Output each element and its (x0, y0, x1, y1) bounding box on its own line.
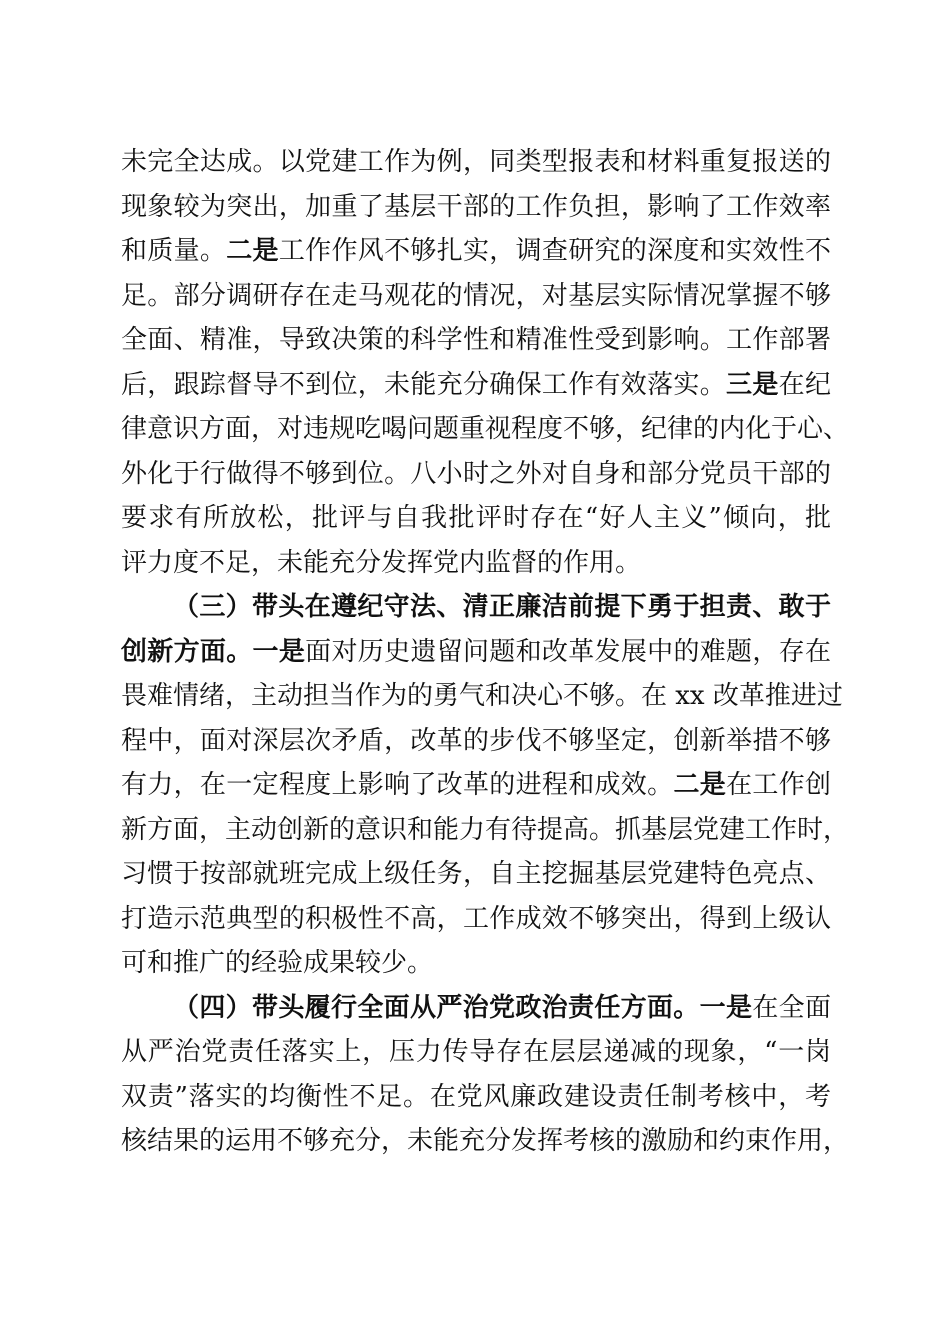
text-segment: 要求有所放松，批评与自我批评时存在“好人主义”倾向，批 (121, 503, 831, 533)
text-line (121, 185, 831, 230)
text-line (121, 941, 831, 986)
text-segment: 足。部分调研存在走马观花的情况，对基层实际情况掌握不够 (121, 280, 831, 311)
paragraph-heading-line (121, 585, 831, 630)
text-segment: 畏难情绪，主动担当作为的勇气和决心不够。在 xx 改革推进过 (121, 681, 843, 711)
text-line (121, 407, 850, 452)
bold-text-segment: 二是 (673, 770, 727, 800)
text-line (121, 541, 831, 586)
text-line (121, 496, 831, 541)
text-line (121, 852, 831, 897)
text-segment: 双责”落实的均衡性不足。在党风廉政建设责任制考核中，考 (121, 1081, 831, 1112)
text-line (121, 452, 831, 497)
text-line (121, 274, 831, 319)
text-segment: 有力，在一定程度上影响了改革的进程和成效。 (121, 770, 674, 800)
text-segment: 程中，面对深层次矛盾，改革的步伐不够坚定，创新举措不够 (121, 725, 831, 756)
text-segment: 习惯于按部就班完成上级任务，自主挖掘基层党建特色亮点、 (121, 859, 831, 889)
bold-text-segment: （四）带头履行全面从严治党政治责任方面。一是 (173, 992, 753, 1023)
text-segment: 打造示范典型的积极性不高，工作成效不够突出，得到上级认 (121, 903, 831, 934)
text-segment: 面对历史遗留问题和改革发展中的难题，存在 (305, 636, 831, 667)
text-segment: 新方面，主动创新的意识和能力有待提高。抓基层党建工作时， (121, 814, 850, 845)
text-segment: 在全面 (752, 992, 831, 1023)
text-segment: 现象较为突出，加重了基层干部的工作负担，影响了工作效率 (121, 191, 831, 222)
text-segment: 核结果的运用不够充分，未能充分发挥考核的激励和约束作用， (121, 1126, 850, 1156)
text-line (121, 318, 831, 363)
text-segment: 未完全达成。以党建工作为例，同类型报表和材料重复报送的 (121, 147, 831, 177)
text-segment: 后，跟踪督导不到位，未能充分确保工作有效落实。 (121, 369, 727, 400)
text-line (121, 674, 843, 719)
text-line (121, 630, 831, 675)
bold-text-segment: 三是 (726, 369, 779, 400)
text-segment: 在工作创 (726, 770, 831, 800)
text-segment: 工作作风不够扎实，调查研究的深度和实效性不 (278, 236, 831, 266)
text-line (121, 1030, 831, 1075)
bold-text-segment: （三）带头在遵纪守法、清正廉洁前提下勇于担责、敢于 (173, 592, 831, 622)
text-segment: 律意识方面，对违规吃喝问题重视程度不够，纪律的内化于心、 (121, 414, 850, 444)
text-segment: 在纪 (778, 369, 831, 400)
text-line (121, 808, 850, 853)
text-segment: 评力度不足，未能充分发挥党内监督的作用。 (121, 547, 642, 578)
text-line (121, 363, 831, 408)
text-line (121, 1075, 831, 1120)
text-segment: 和质量。 (121, 236, 227, 266)
text-line (121, 897, 831, 942)
text-line (121, 763, 831, 808)
text-segment: 可和推广的经验成果较少。 (121, 948, 434, 978)
bold-text-segment: 二是 (226, 236, 279, 266)
text-segment: 全面、精准，导致决策的科学性和精准性受到影响。工作部署 (121, 325, 831, 355)
text-line (121, 229, 831, 274)
text-segment: 从严治党责任落实上，压力传导存在层层递减的现象，“一岗 (121, 1037, 831, 1067)
document-body (121, 140, 850, 1164)
bold-text-segment: 创新方面。一是 (121, 636, 306, 667)
text-line (121, 1119, 850, 1164)
text-segment: 外化于行做得不够到位。八小时之外对自身和部分党员干部的 (121, 458, 831, 489)
paragraph-heading-line (121, 986, 831, 1031)
text-line (121, 140, 831, 185)
text-line (121, 719, 831, 764)
